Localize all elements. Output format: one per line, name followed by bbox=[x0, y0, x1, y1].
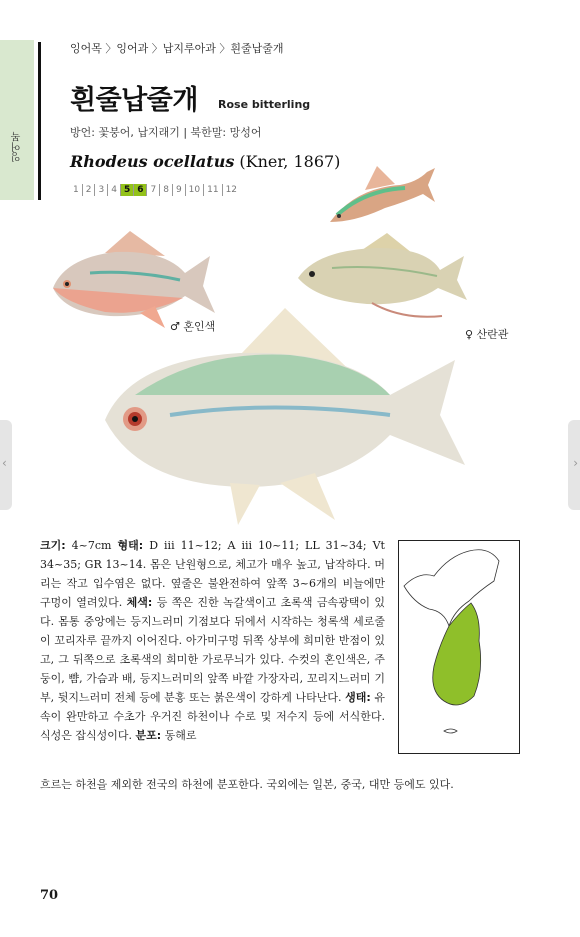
aliases: 방언: 꽃붕어, 납지래기 | 북한말: 망성어 bbox=[70, 126, 262, 139]
author: (Kner, 1867) bbox=[239, 152, 341, 171]
chevron-left-icon: ‹ bbox=[2, 456, 7, 470]
month-3: 3 bbox=[94, 184, 107, 196]
page-title: 흰줄납줄개 bbox=[70, 85, 198, 116]
chevron-right-icon: › bbox=[573, 456, 578, 470]
description-text bbox=[40, 536, 385, 745]
fish-illustration-main bbox=[100, 305, 475, 530]
english-name: Rose bitterling bbox=[218, 98, 311, 111]
month-11: 11 bbox=[203, 184, 221, 196]
ecology-value: 유속이 완만하고 수초가 우거진 하천이나 수로 및 저수지 등에 서식한다. 식성은 잡식성이다. bbox=[40, 691, 385, 742]
size-label: 크기: bbox=[40, 539, 66, 552]
month-12: 12 bbox=[222, 184, 240, 196]
spawning-months bbox=[70, 184, 240, 196]
month-1: 1 bbox=[73, 185, 79, 195]
side-tab-label: 잉어목 bbox=[12, 132, 23, 162]
scientific-name bbox=[70, 152, 340, 171]
month-8: 8 bbox=[159, 184, 172, 196]
month-2: 2 bbox=[82, 184, 95, 196]
breadcrumb: 잉어목 〉잉어과 〉납지루아과 〉흰줄납줄개 bbox=[70, 42, 284, 55]
size-value: 4~7cm bbox=[65, 539, 118, 552]
male-label: ♂ 혼인색 bbox=[170, 320, 216, 333]
month-10: 10 bbox=[185, 184, 203, 196]
description-text-last-line: 흐르는 하천을 제외한 전국의 하천에 분포한다. 국외에는 일본, 중국, 대만 등에도 있다. bbox=[40, 778, 454, 791]
genus-species: Rhodeus ocellatus bbox=[70, 152, 235, 171]
female-label: ♀ 산란관 bbox=[465, 328, 509, 341]
month-4: 4 bbox=[107, 184, 120, 196]
month-5: 5 bbox=[120, 184, 133, 196]
month-9: 9 bbox=[172, 184, 185, 196]
side-tab bbox=[0, 40, 34, 200]
distribution-value: 동해로 bbox=[161, 729, 197, 742]
form-value: D iii 11~12; A iii 10~11; LL 31~34; Vt 34~35; GR 13~14. 몸은 난원형으로, 체고가 매우 높고, 납작하다. 머리는 작고 입수염은 없다. 옆줄은 불완전하여 앞쪽 3~6개의 비늘에만 구멍이 열려있다. bbox=[40, 539, 385, 609]
month-6: 6 bbox=[133, 184, 146, 196]
distribution-map bbox=[398, 540, 520, 754]
color-value: 등 쪽은 진한 녹갈색이고 초록색 금속광택이 있다. 몸통 중앙에는 등지느러미 기점보다 뒤에서 시작하는 청록색 세로줄이 꼬리자루 끝까지 이어진다. 아가미구멍 뒤쪽 상부에 희미한 반점이 있고, 그 뒤쪽으로 초록색의 희미한 가로무늬가 있다. 수컷의 혼인색은, 주둥이, 뺨, 가슴과 배, 등지느러미의 앞쪽 바깥 가장자리, 꼬리지느러미 기부, 뒷지느러미 전체 등에 분홍 또는 붉은색이 강하게 나타난다. bbox=[40, 596, 385, 704]
color-label: 체색: bbox=[126, 596, 153, 609]
page-number: 70 bbox=[40, 888, 59, 903]
header-divider bbox=[38, 42, 41, 200]
prev-page-arrow[interactable] bbox=[0, 420, 12, 510]
month-7: 7 bbox=[146, 184, 159, 196]
next-page-arrow[interactable] bbox=[568, 420, 580, 510]
distribution-label: 분포: bbox=[135, 729, 162, 742]
ecology-label: 생태: bbox=[345, 691, 371, 704]
form-label: 형태: bbox=[117, 539, 144, 552]
